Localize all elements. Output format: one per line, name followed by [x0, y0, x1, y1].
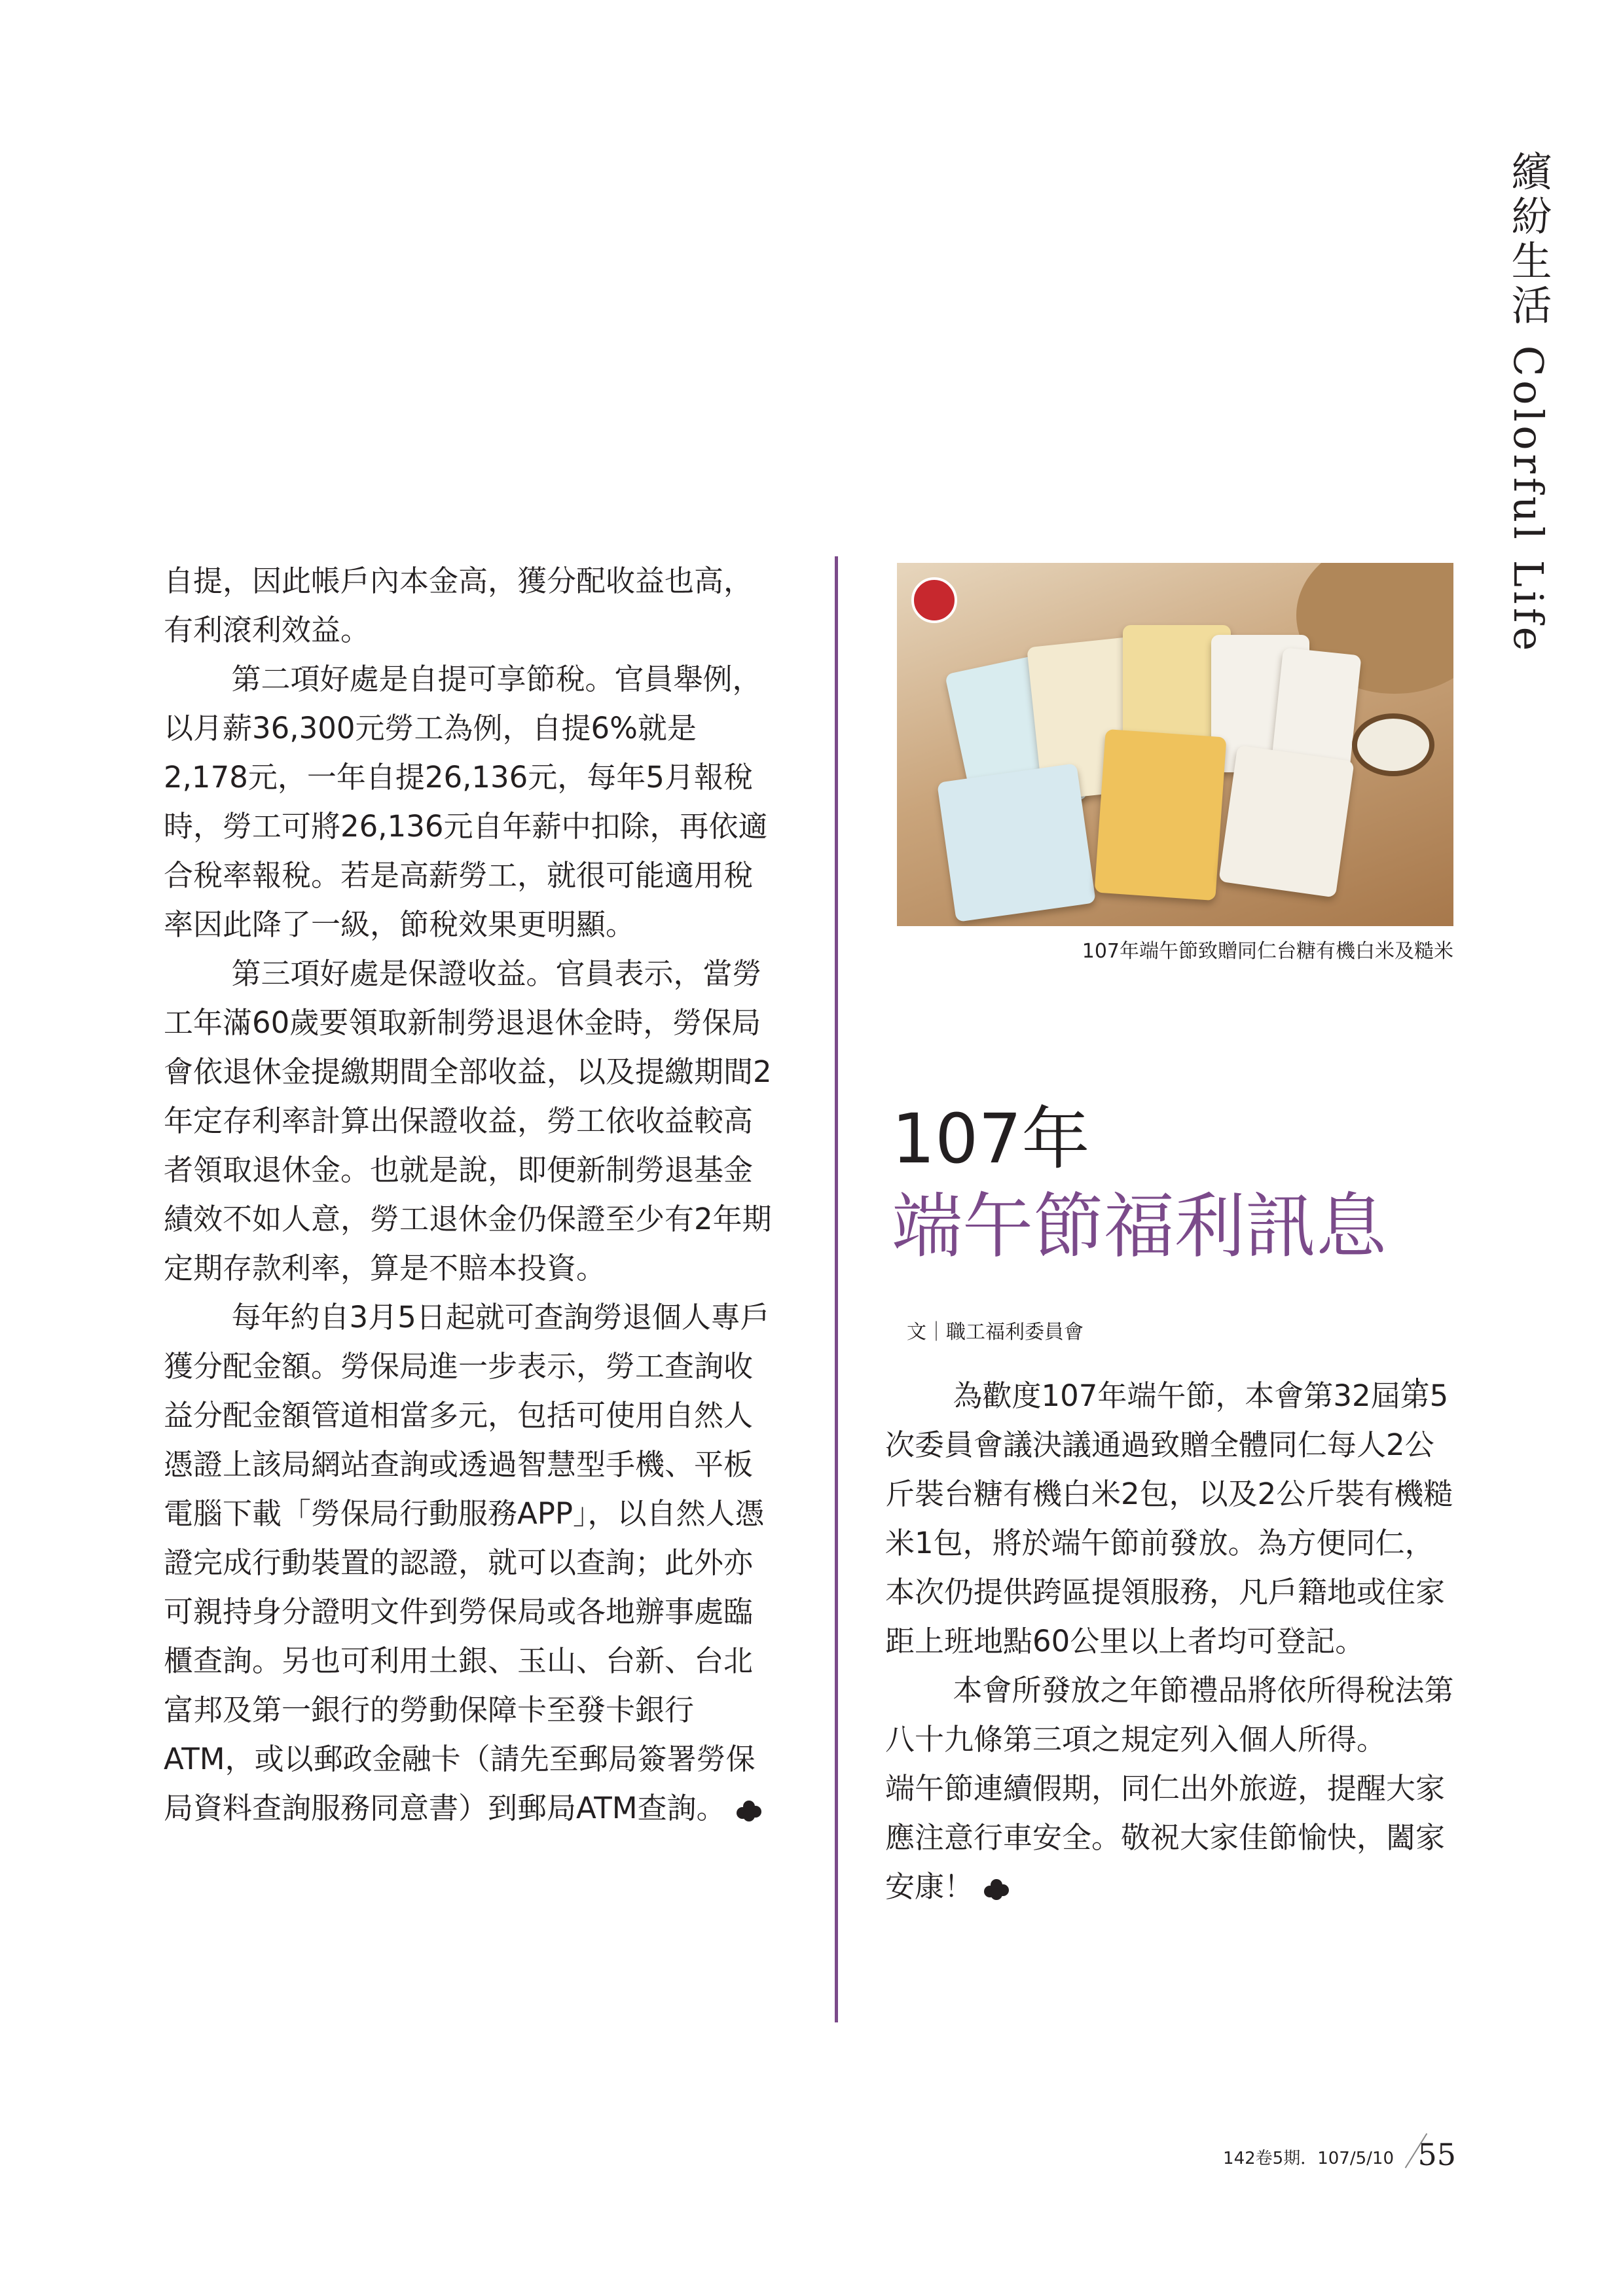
rice-bag-image: [1218, 745, 1354, 897]
photo-caption: 107年端午節致贈同仁台糖有機白米及糙米: [1082, 940, 1453, 963]
left-paragraph-2: 第二項好處是自提可享節稅。官員舉例，以月薪36,300元勞工為例，自提6%就是2,178元，一年自提26,136元，每年5月報稅時，勞工可將26,136元自年薪中扣除，再依適合稅率報稅。若是高薪勞工，就很可能適用稅率因此降了一級，節稅效果更明顯。: [164, 662, 768, 942]
article-byline: 文｜職工福利委員會: [907, 1321, 1084, 1344]
left-paragraph-4: [164, 1293, 773, 1833]
taisugar-logo-icon: [911, 577, 957, 623]
rice-bowl-image: [1352, 713, 1434, 776]
left-paragraph-4-text: 每年約自3月5日起就可查詢勞退個人專戶獲分配金額。勞保局進一步表示，勞工查詢收益分配金額管道相當多元，包括可使用自然人憑證上該局網站查詢或透過智慧型手機、平板電腦下載「勞保局行動服務APP」，以自然人憑證完成行動裝置的認證，就可以查詢；此外亦可親持身分證明文件到勞保局或各地辦事處臨櫃查詢。另也可利用土銀、玉山、台新、台北富邦及第一銀行的勞動保障卡至發卡銀行ATM，或以郵政金融卡（請先至郵局簽署勞保局資料查詢服務同意書）到郵局ATM查詢。: [164, 1300, 770, 1825]
rice-bag-image: [1095, 729, 1227, 901]
rice-bag-image: [937, 763, 1096, 922]
right-column: [885, 1371, 1455, 1911]
article-title-year: 107年: [892, 1099, 1090, 1179]
page-number: 55: [1417, 2137, 1456, 2172]
end-mark-flower-icon: [983, 1878, 1010, 1900]
column-divider: [835, 556, 838, 2022]
end-mark-flower-icon: [735, 1799, 763, 1821]
left-column: [164, 556, 773, 1833]
right-paragraph-3-text: 端午節連續假期，同仁出外旅遊，提醒大家應注意行車安全。敬祝大家佳節愉快，闔家安康！: [885, 1771, 1446, 1904]
rice-bags-photo: [897, 563, 1453, 926]
right-paragraph-3: [885, 1764, 1455, 1911]
article-title: 端午節福利訊息: [892, 1186, 1387, 1268]
right-paragraph-2: 本會所發放之年節禮品將依所得稅法第八十九條第三項之規定列入個人所得。: [885, 1673, 1454, 1757]
left-paragraph-3: 第三項好處是保證收益。官員表示，當勞工年滿60歲要領取新制勞退退休金時，勞保局會依退休金提繳期間全部收益，以及提繳期間2年定存利率計算出保證收益，勞工依收益較高者領取退休金。也就是說，即便新制勞退基金績效不如人意，勞工退休金仍保證至少有2年期定期存款利率，算是不賠本投資。: [164, 956, 772, 1285]
section-label: 繽紛生活 Colorful Life: [1504, 151, 1552, 655]
left-paragraph-1: 自提，因此帳戶內本金高，獲分配收益也高，有利滾利效益。: [164, 564, 754, 647]
right-paragraph-1: 為歡度107年端午節，本會第32屆第5次委員會議決議通過致贈全體同仁每人2公斤裝台糖有機白米2包，以及2公斤裝有機糙米1包，將於端午節前發放。為方便同仁，本次仍提供跨區提領服務，凡戶籍地或住家距上班地點60公里以上者均可登記。: [885, 1378, 1453, 1659]
issue-info: 142卷5期．107/5/10: [1223, 2149, 1394, 2168]
